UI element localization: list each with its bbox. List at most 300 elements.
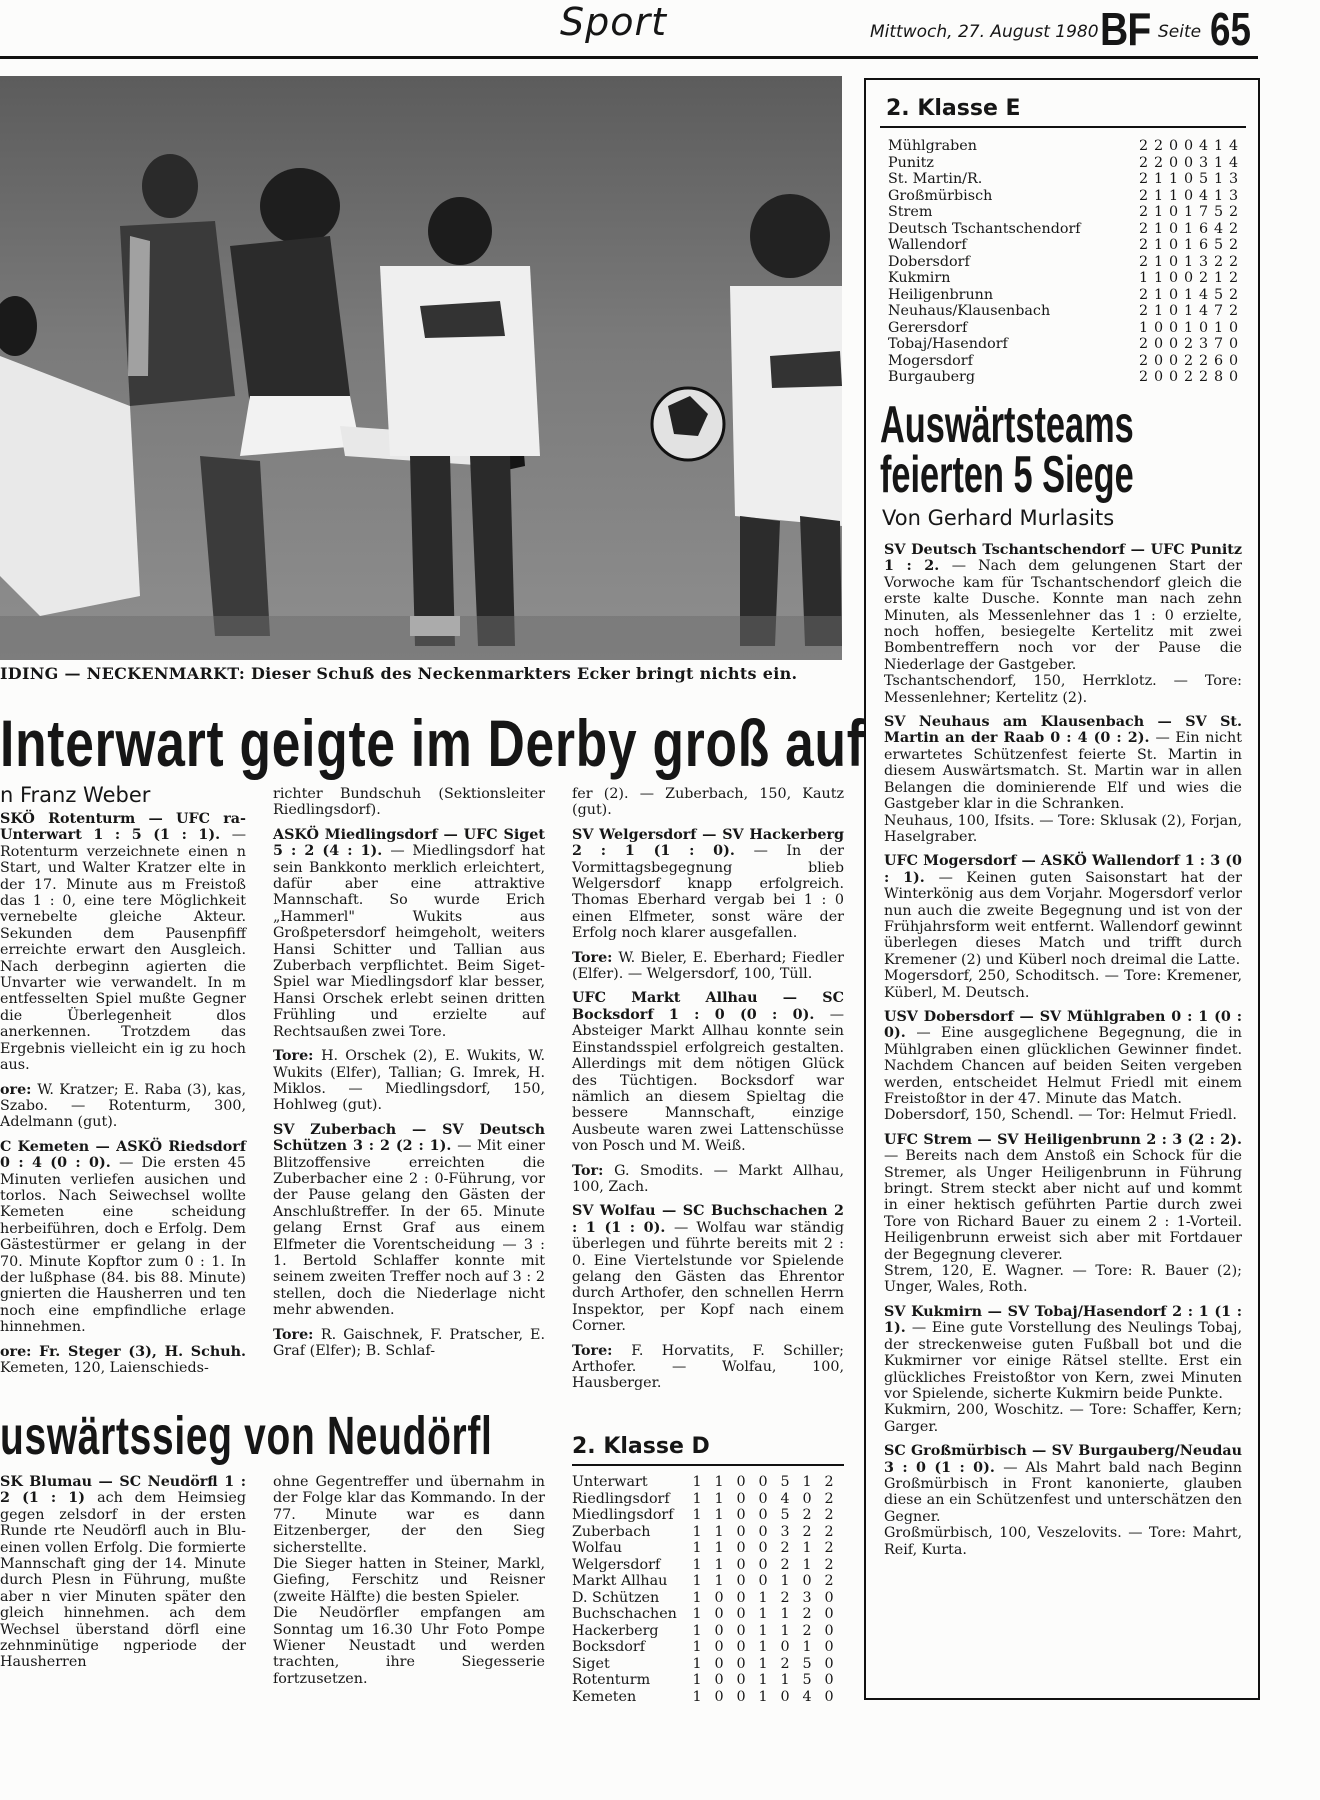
stat-cell: 1 <box>1213 138 1224 154</box>
article-paragraph <box>572 827 844 942</box>
table-row <box>572 1540 844 1557</box>
stat-cell: 1 <box>1183 220 1194 237</box>
article-paragraph <box>0 1344 246 1377</box>
paragraph-lead: UFC Mogersdorf — ASKÖ Wallendorf 1 : 3 (0 : 1). <box>884 853 1242 886</box>
stat-cell: 1 <box>802 1639 812 1655</box>
team-name: Großmürbisch <box>888 187 993 204</box>
article-paragraph <box>884 673 1242 706</box>
stat-cell: 4 <box>1228 138 1239 154</box>
stat-cell: 0 <box>758 1540 768 1556</box>
stat-cell: 1 <box>758 1672 768 1688</box>
team-name: D. Schützen <box>572 1589 660 1606</box>
paragraph-text: — Nach dem gelungenen Start der Vorwoche kam für Tschantschendorf gleich die erste kalte Dusche. Konnte man nach zehn Minuten, als Messenlehner das 1 : 0 erzielte, noch hoffen, besiegelte Kertelitz mit zwei Bombentreffern noch vor der Pause die Niederlage der Gastgeber. <box>884 558 1242 673</box>
stat-cell: 1 <box>1213 154 1224 171</box>
paragraph-text: — Keinen guten Saisonstart hat der Winterkönig aus dem Vorjahr. Mogersdorf verlor nun auch die zweite Begegnung und ist von der Frühjahrsform weit entfernt. Wallendorf gewinnt überlegen dieses Match und trifft durch Kremener (2) und Küberl noch dreimal die Latte. <box>884 869 1242 968</box>
article-paragraph <box>273 1122 545 1319</box>
stat-cell: 1 <box>1183 253 1194 270</box>
article-paragraph <box>884 1525 1242 1558</box>
team-name: Neuhaus/Klausenbach <box>888 303 1051 319</box>
main-headline: Interwart geigte im Derby groß auf <box>0 706 865 780</box>
stat-cell: 0 <box>1168 237 1179 253</box>
team-name: Burgauberg <box>888 369 976 385</box>
stat-cell: 2 <box>1228 286 1239 303</box>
second-headline: uswärtssieg von Neudörfl <box>0 1406 493 1466</box>
table-row <box>888 204 1246 221</box>
stat-cell: 0 <box>1168 319 1179 336</box>
stat-cell: 1 <box>758 1622 768 1639</box>
stat-cell: 0 <box>736 1540 746 1556</box>
paragraph-text: Mogersdorf, 250, Schoditsch. — Tore: Kremener, Küberl, M. Deutsch. <box>884 968 1242 1001</box>
stat-cell: 1 <box>1183 237 1194 253</box>
paragraph-text: Kemeten, 120, Laienschieds- <box>0 1360 209 1376</box>
table-row <box>572 1590 844 1607</box>
article-paragraph <box>884 1402 1242 1435</box>
stat-cell: 1 <box>1153 187 1164 204</box>
stat-cell: 0 <box>802 1490 812 1507</box>
stat-cell: 1 <box>1213 171 1224 187</box>
table-row <box>888 155 1246 172</box>
team-name: Hackerberg <box>572 1622 659 1639</box>
stat-cell: 0 <box>736 1606 746 1622</box>
article-paragraph <box>884 1107 1242 1123</box>
paragraph-text: R. Gaischnek, F. Pratscher, E. Graf (Elfer); B. Schlaf- <box>273 1326 546 1359</box>
team-name: St. Martin/R. <box>888 171 983 187</box>
team-name: Tobaj/Hasendorf <box>888 336 1008 352</box>
stat-cell: 8 <box>1213 369 1224 385</box>
stat-cell: 1 <box>692 1523 702 1540</box>
paragraph-text: — Rotenturm verzeichnete einen n Start, und Walter Kratzer elte in der 17. Minute aus m Freistoß das 1 : 0, eine tere Möglichkeit vernebelte gleiche Akteur. Sekunden dem Pausenpfiff erreichte erwart den Ausgleich. Nach derbeginn agierten die Unvarter wie verwandelt. In m entfesselten Spiel mußte Gegner die Überlegenheit dlos anerkennen. Trotzdem das Ergebnis vielleicht ein ig zu hoch aus. <box>0 827 246 1074</box>
stat-cell: 1 <box>1153 303 1164 319</box>
stat-cell: 2 <box>1228 204 1239 220</box>
stat-cell: 0 <box>736 1688 746 1705</box>
stat-cell: 0 <box>736 1490 746 1507</box>
paragraph-lead: SV Neuhaus am Klausenbach — SV St. Martin an der Raab 0 : 4 (0 : 2). <box>884 714 1242 747</box>
stat-cell: 0 <box>1228 369 1239 385</box>
stat-cell: 0 <box>802 1573 812 1589</box>
team-name: Punitz <box>888 154 934 171</box>
stat-cell: 0 <box>1168 253 1179 270</box>
table-row <box>572 1573 844 1590</box>
stat-cell: 0 <box>736 1589 746 1606</box>
stat-cell: 2 <box>824 1573 834 1589</box>
table-row <box>572 1623 844 1640</box>
stat-cell: 0 <box>736 1556 746 1573</box>
stat-cell: 5 <box>802 1655 812 1672</box>
stat-cell: 1 <box>1183 319 1194 336</box>
paragraph-text: — Mit einer Blitzoffensive erreichten die Zuberbacher eine 2 : 0-Führung, vor der Pause gelang den Gästen der Anschlußtreffer. In der 65. Minute gelang Ernst Graf aus einem Elfmeter die Vorentscheidung — 3 : 1. Bertold Schlaffer konnte mit seinem zweiten Treffer noch auf 3 : 2 stellen, doch die Niederlage nicht mehr abwenden. <box>273 1138 545 1319</box>
stat-cell: 2 <box>780 1589 790 1606</box>
article-paragraph <box>273 1048 545 1114</box>
paragraph-lead: UFC Strem — SV Heiligenbrunn 2 : 3 (2 : 2). <box>884 1131 1242 1148</box>
stat-cell: 2 <box>780 1540 790 1556</box>
paragraph-lead: ASKÖ Miedlingsdorf — UFC Siget 5 : 2 (4 : 1). <box>273 826 545 860</box>
stat-cell: 2 <box>824 1540 834 1556</box>
article-paragraph <box>884 968 1242 1001</box>
stat-cell: 2 <box>824 1474 834 1490</box>
article-paragraph <box>884 1263 1242 1296</box>
paragraph-text: W. Kratzer; E. Raba (3), kas, Szabo. — Rotenturm, 300, Adelmann (gut). <box>0 1081 247 1131</box>
stat-cell: 0 <box>824 1655 834 1672</box>
team-name: Wallendorf <box>888 237 967 253</box>
stat-cell: 0 <box>1153 336 1164 352</box>
stat-cell: 0 <box>1168 154 1179 171</box>
right-headline-line-2: feierten 5 Siege <box>880 446 1134 504</box>
stat-cell: 1 <box>758 1606 768 1622</box>
issue-date: Mittwoch, 27. August 1980 <box>870 22 1099 42</box>
page-label: Seite <box>1158 22 1202 42</box>
stat-cell: 0 <box>714 1622 724 1639</box>
stat-cell: 0 <box>714 1688 724 1705</box>
table-row <box>572 1507 844 1524</box>
photo-illustration <box>0 76 842 660</box>
article-paragraph <box>273 786 545 819</box>
paragraph-text: ohne Gegentreffer und übernahm in der Folge klar das Kommando. In der 77. Minute war es dann Eitzenberger, der den Sieg sicherstellte. <box>273 1474 545 1556</box>
stat-cell: 0 <box>824 1622 834 1639</box>
stat-cell: 1 <box>758 1655 768 1672</box>
article-paragraph <box>884 542 1242 673</box>
paragraph-text: Dobersdorf, 150, Schendl. — Tor: Helmut Friedl. <box>884 1107 1237 1124</box>
table-row <box>888 138 1246 155</box>
paragraph-lead: Tore: <box>273 1326 321 1343</box>
paragraph-text: Strem, 120, E. Wagner. — Tore: R. Bauer (2); Unger, Wales, Roth. <box>884 1263 1242 1296</box>
stat-cell: 0 <box>736 1655 746 1672</box>
stat-cell: 1 <box>802 1556 812 1573</box>
stat-cell: 2 <box>1138 138 1149 154</box>
stat-cell: 0 <box>1183 154 1194 171</box>
paragraph-text: H. Orschek (2), E. Wukits, W. Wukits (Elfer), Tallian; G. Imrek, H. Miklos. — Miedlingsdorf, 150, Hohlweg (gut). <box>273 1048 546 1114</box>
stat-cell: 1 <box>692 1589 702 1606</box>
stat-cell: 0 <box>714 1672 724 1688</box>
stat-cell: 0 <box>714 1606 724 1622</box>
article-paragraph <box>572 990 844 1154</box>
stat-cell: 5 <box>1213 204 1224 220</box>
stat-cell: 2 <box>1183 336 1194 352</box>
right-headline-line-1: Auswärtsteams <box>880 396 1134 454</box>
stat-cell: 1 <box>692 1474 702 1490</box>
paragraph-lead: SV Welgersdorf — SV Hackerberg 2 : 1 (1 : 0). <box>572 826 844 860</box>
stat-cell: 3 <box>780 1523 790 1540</box>
stat-cell: 0 <box>1153 352 1164 369</box>
stat-cell: 5 <box>780 1474 790 1490</box>
paragraph-lead: SV Deutsch Tschantschendorf — UFC Punitz 1 : 2. <box>884 542 1242 575</box>
stat-cell: 2 <box>1198 270 1209 286</box>
stat-cell: 2 <box>1198 369 1209 385</box>
table-row <box>888 270 1246 287</box>
stat-cell: 0 <box>1228 352 1239 369</box>
article-paragraph <box>884 1443 1242 1525</box>
table-row <box>572 1606 844 1623</box>
article-paragraph <box>273 1474 545 1556</box>
paragraph-text: — Eine gute Vorstellung des Neulings Tobaj, der streckenweise guten Fußball bot und die Kukmirner vor einige Rätsel stellte. Erst ein glückliches Freistoßtor von Kern, zwei Minuten vor Spielende, sicherte Kukmirn beide Punkte. <box>884 1320 1242 1402</box>
stat-cell: 0 <box>1198 319 1209 336</box>
stat-cell: 0 <box>736 1672 746 1688</box>
stat-cell: 3 <box>1228 187 1239 204</box>
team-name: Kemeten <box>572 1688 637 1705</box>
stat-cell: 2 <box>824 1507 834 1523</box>
article-paragraph <box>273 1605 545 1687</box>
article-paragraph <box>884 813 1242 846</box>
stat-cell: 6 <box>1198 220 1209 237</box>
table-e-title: 2. Klasse E <box>886 96 1021 121</box>
stat-cell: 1 <box>714 1573 724 1589</box>
paragraph-lead: ore: <box>0 1081 38 1098</box>
team-name: Unterwart <box>572 1474 648 1490</box>
stat-cell: 1 <box>1168 187 1179 204</box>
stat-cell: 0 <box>1153 369 1164 385</box>
team-name: Dobersdorf <box>888 253 970 270</box>
team-name: Deutsch Tschantschendorf <box>888 220 1081 237</box>
stat-cell: 7 <box>1198 204 1209 220</box>
article-paragraph <box>884 714 1242 812</box>
table-row <box>572 1672 844 1689</box>
stat-cell: 1 <box>692 1622 702 1639</box>
stat-cell: 1 <box>1153 204 1164 220</box>
stat-cell: 4 <box>1198 303 1209 319</box>
stat-cell: 0 <box>736 1622 746 1639</box>
photo-caption: IDING — NECKENMARKT: Dieser Schuß des Neckenmarkters Ecker bringt nichts ein. <box>0 664 798 683</box>
team-name: Welgersdorf <box>572 1556 661 1573</box>
stat-cell: 1 <box>1213 187 1224 204</box>
stat-cell: 2 <box>1228 253 1239 270</box>
stat-cell: 2 <box>1138 220 1149 237</box>
table-row <box>888 320 1246 337</box>
article-paragraph <box>884 1009 1242 1107</box>
paragraph-lead: UFC Markt Allhau — SC Bocksdorf 1 : 0 (0 : 0). <box>572 990 844 1023</box>
stat-cell: 1 <box>692 1540 702 1556</box>
stat-cell: 2 <box>1138 286 1149 303</box>
paragraph-lead: SK Blumau — SC Neudörfl 1 : 2 (1 : 1) <box>0 1474 246 1507</box>
paragraph-text: G. Smodits. — Markt Allhau, 100, Zach. <box>572 1162 844 1195</box>
stat-cell: 2 <box>1138 352 1149 369</box>
stat-cell: 2 <box>780 1556 790 1573</box>
team-name: Mühlgraben <box>888 138 977 154</box>
paragraph-text: richter Bundschuh (Sektionsleiter Riedlingsdorf). <box>273 786 545 819</box>
stat-cell: 2 <box>1198 352 1209 369</box>
stat-cell: 7 <box>1213 336 1224 352</box>
stat-cell: 0 <box>1183 138 1194 154</box>
table-row <box>888 303 1246 320</box>
article-paragraph <box>884 1304 1242 1402</box>
paragraph-text: — Als Mahrt bald nach Beginn Großmürbisch in Front kanonierte, glauben diese an ein Schützenfest und unterschätzen den Gegner. <box>884 1459 1242 1525</box>
stat-cell: 3 <box>802 1589 812 1606</box>
paragraph-text: Die Sieger hatten in Steiner, Markl, Giefing, Ferschitz und Reisner (zweite Hälfte) die besten Spieler. <box>273 1556 545 1605</box>
stat-cell: 2 <box>1138 369 1149 385</box>
table-row <box>888 188 1246 205</box>
stat-cell: 1 <box>692 1507 702 1523</box>
article-paragraph <box>273 1556 545 1605</box>
stat-cell: 1 <box>780 1573 790 1589</box>
stat-cell: 2 <box>1138 237 1149 253</box>
stat-cell: 0 <box>758 1474 768 1490</box>
article-paragraph <box>572 1343 844 1392</box>
team-name: Wolfau <box>572 1540 622 1556</box>
paragraph-lead: C Kemeten — ASKÖ Riedsdorf 0 : 4 (0 : 0). <box>0 1138 246 1172</box>
paragraph-lead: SV Kukmirn — SV Tobaj/Hasendorf 2 : 1 (1 : 1). <box>884 1303 1242 1337</box>
stat-cell: 1 <box>692 1556 702 1573</box>
stat-cell: 1 <box>802 1474 812 1490</box>
stat-cell: 0 <box>824 1639 834 1655</box>
stat-cell: 1 <box>758 1639 768 1655</box>
stat-cell: 1 <box>758 1589 768 1606</box>
stat-cell: 0 <box>1168 204 1179 220</box>
stat-cell: 1 <box>1183 286 1194 303</box>
stat-cell: 4 <box>780 1490 790 1507</box>
stat-cell: 1 <box>780 1622 790 1639</box>
team-name: Mogersdorf <box>888 352 973 369</box>
stat-cell: 0 <box>1153 319 1164 336</box>
stat-cell: 1 <box>1138 270 1149 286</box>
stat-cell: 1 <box>1213 270 1224 286</box>
stat-cell: 0 <box>1168 220 1179 237</box>
team-name: Buchschachen <box>572 1606 677 1622</box>
table-row <box>888 237 1246 254</box>
paragraph-lead: ore: Fr. Steger (3), H. Schuh. <box>0 1343 246 1360</box>
article-paragraph <box>572 1163 844 1196</box>
table-row <box>572 1524 844 1541</box>
table-row <box>888 369 1246 386</box>
article-paragraph <box>0 1139 246 1336</box>
match-photo <box>0 76 842 660</box>
stat-cell: 6 <box>1213 352 1224 369</box>
stat-cell: 5 <box>780 1507 790 1523</box>
stat-cell: 2 <box>780 1655 790 1672</box>
stat-cell: 1 <box>1183 204 1194 220</box>
stat-cell: 1 <box>692 1655 702 1672</box>
table-row <box>888 353 1246 370</box>
stat-cell: 1 <box>1138 319 1149 336</box>
stat-cell: 5 <box>1213 286 1224 303</box>
stat-cell: 1 <box>780 1606 790 1622</box>
stat-cell: 3 <box>1198 336 1209 352</box>
stat-cell: 2 <box>1183 369 1194 385</box>
team-name: Strem <box>888 204 933 220</box>
stat-cell: 5 <box>1213 237 1224 253</box>
stat-cell: 0 <box>758 1556 768 1573</box>
stat-cell: 4 <box>1228 154 1239 171</box>
paper-logo: BF <box>1100 3 1151 55</box>
stat-cell: 5 <box>1198 171 1209 187</box>
right-byline: Von Gerhard Murlasits <box>882 506 1115 530</box>
paragraph-text: — Eine ausgeglichene Begegnung, die in Mühlgraben einen glücklichen Gewinner findet. Nachdem Chancen auf beiden Seiten vergeben werden, entscheidet Helmut Friedl mit einem Freistoßtor in der 47. Minute das Match. <box>884 1025 1242 1107</box>
stat-cell: 0 <box>736 1474 746 1490</box>
paragraph-text: — Wolfau war ständig überlegen und führte bereits mit 2 : 0. Eine Viertelstunde vor Spielende gelang den Gästen das Ehrentor durch Arthofer, den schnellen Herrn Inspektor, per Kopf nach einem Corner. <box>572 1219 844 1335</box>
table-d <box>572 1474 844 1705</box>
stat-cell: 5 <box>802 1672 812 1688</box>
stat-cell: 0 <box>758 1490 768 1507</box>
stat-cell: 2 <box>1138 204 1149 220</box>
stat-cell: 3 <box>1198 154 1209 171</box>
stat-cell: 1 <box>692 1573 702 1589</box>
paragraph-text: Kukmirn, 200, Woschitz. — Tore: Schaffer, Kern; Garger. <box>884 1402 1242 1435</box>
section-title: Sport <box>560 0 668 44</box>
table-row <box>888 254 1246 271</box>
main-byline: n Franz Weber <box>0 783 151 807</box>
stat-cell: 1 <box>692 1639 702 1655</box>
paragraph-lead: USV Dobersdorf — SV Mühlgraben 0 : 1 (0 : 0). <box>884 1008 1242 1042</box>
stat-cell: 0 <box>824 1606 834 1622</box>
stat-cell: 2 <box>802 1507 812 1523</box>
paragraph-text: — Miedlingsdorf hat sein Bankkonto merklich erleichtert, dafür aber eine attraktive Mannschaft. So wurde Erich „Hammerl" Wukits aus Großpetersdorf heimgeholt, weiters Hansi Schitter und Tallian aus Zuberbach verpflichtet. Beim Siget-Spiel war Miedlingsdorf klar besser, Hansi Orschek erlebt seinen dritten Frühling und erzielte auf Rechtsaußen zwei Tore. <box>273 843 546 1040</box>
stat-cell: 1 <box>1153 220 1164 237</box>
stat-cell: 0 <box>780 1639 790 1655</box>
table-row <box>572 1639 844 1656</box>
article-paragraph <box>0 1474 246 1671</box>
paragraph-text: — Ein nicht erwartetes Schützenfest feierte St. Martin in diesem Auswärtsmatch. St. Martin war in allen Belangen die dominierende Elf und wies die Gastgeber klar in die Schranken. <box>884 730 1243 813</box>
stat-cell: 0 <box>736 1639 746 1655</box>
team-name: Kukmirn <box>888 270 951 286</box>
table-row <box>572 1491 844 1508</box>
stat-cell: 4 <box>1198 286 1209 303</box>
stat-cell: 2 <box>824 1556 834 1573</box>
stat-cell: 2 <box>1153 154 1164 171</box>
stat-cell: 1 <box>1153 171 1164 187</box>
stat-cell: 1 <box>1168 171 1179 187</box>
stat-cell: 0 <box>1168 270 1179 286</box>
second-article-column-1 <box>0 1474 246 1671</box>
main-article-column-1 <box>0 811 246 1376</box>
stat-cell: 2 <box>1138 253 1149 270</box>
article-paragraph <box>572 1203 844 1334</box>
stat-cell: 1 <box>1153 237 1164 253</box>
table-row <box>572 1474 844 1491</box>
team-name: Markt Allhau <box>572 1573 668 1589</box>
team-name: Zuberbach <box>572 1523 651 1540</box>
team-name: Bocksdorf <box>572 1639 646 1655</box>
stat-cell: 2 <box>1228 303 1239 319</box>
paragraph-text: — Bereits nach dem Anstoß ein Schock für die Stremer, als Unger Heiligenbrunn in Führung bringt. Strem steckt aber nicht auf und kommt in einer hektisch geführten Partie durch zwei Tore von Richard Bauer zu einem 2 : 1-Vorteil. Heiligenbrunn erweist sich aber mit Fortdauer der Begegnung cleverer. <box>884 1148 1242 1263</box>
table-row <box>572 1689 844 1706</box>
paragraph-lead: SV Wolfau — SC Buchschachen 2 : 1 (1 : 0). <box>572 1203 844 1236</box>
stat-cell: 4 <box>802 1688 812 1705</box>
stat-cell: 2 <box>1228 270 1239 286</box>
main-article-column-3 <box>572 786 844 1392</box>
stat-cell: 1 <box>758 1688 768 1705</box>
stat-cell: 2 <box>1138 336 1149 352</box>
article-paragraph <box>884 1132 1242 1263</box>
table-d-title: 2. Klasse D <box>572 1434 710 1459</box>
paragraph-lead: Tore: <box>572 1342 632 1359</box>
stat-cell: 1 <box>714 1474 724 1490</box>
second-article-column-2 <box>273 1474 545 1687</box>
table-row <box>888 336 1246 353</box>
article-paragraph <box>884 853 1242 968</box>
team-name: Heiligenbrunn <box>888 286 994 303</box>
paragraph-text: fer (2). — Zuberbach, 150, Kautz (gut). <box>572 786 844 819</box>
stat-cell: 0 <box>758 1523 768 1540</box>
paragraph-text: F. Horvatits, F. Schiller; Arthofer. — Wolfau, 100, Hausberger. <box>572 1342 844 1392</box>
paragraph-lead: Tor: <box>572 1162 615 1179</box>
stat-cell: 2 <box>802 1523 812 1540</box>
paragraph-text: Tschantschendorf, 150, Herrklotz. — Tore: Messenlehner; Kertelitz (2). <box>884 673 1242 706</box>
stat-cell: 0 <box>714 1655 724 1672</box>
stat-cell: 2 <box>1228 220 1239 237</box>
article-paragraph <box>0 1082 246 1131</box>
stat-cell: 1 <box>1183 303 1194 319</box>
stat-cell: 2 <box>1138 187 1149 204</box>
table-row <box>888 171 1246 188</box>
stat-cell: 2 <box>1228 237 1239 253</box>
stat-cell: 2 <box>1153 138 1164 154</box>
stat-cell: 1 <box>1213 319 1224 336</box>
stat-cell: 1 <box>692 1688 702 1705</box>
stat-cell: 0 <box>1183 171 1194 187</box>
table-d-rule <box>572 1464 844 1466</box>
stat-cell: 0 <box>714 1589 724 1606</box>
team-name: Gerersdorf <box>888 319 968 336</box>
stat-cell: 1 <box>714 1507 724 1523</box>
stat-cell: 2 <box>1213 253 1224 270</box>
paragraph-lead: SKÖ Rotenturm — UFC ra-Unterwart 1 : 5 (1 : 1). <box>0 811 246 844</box>
